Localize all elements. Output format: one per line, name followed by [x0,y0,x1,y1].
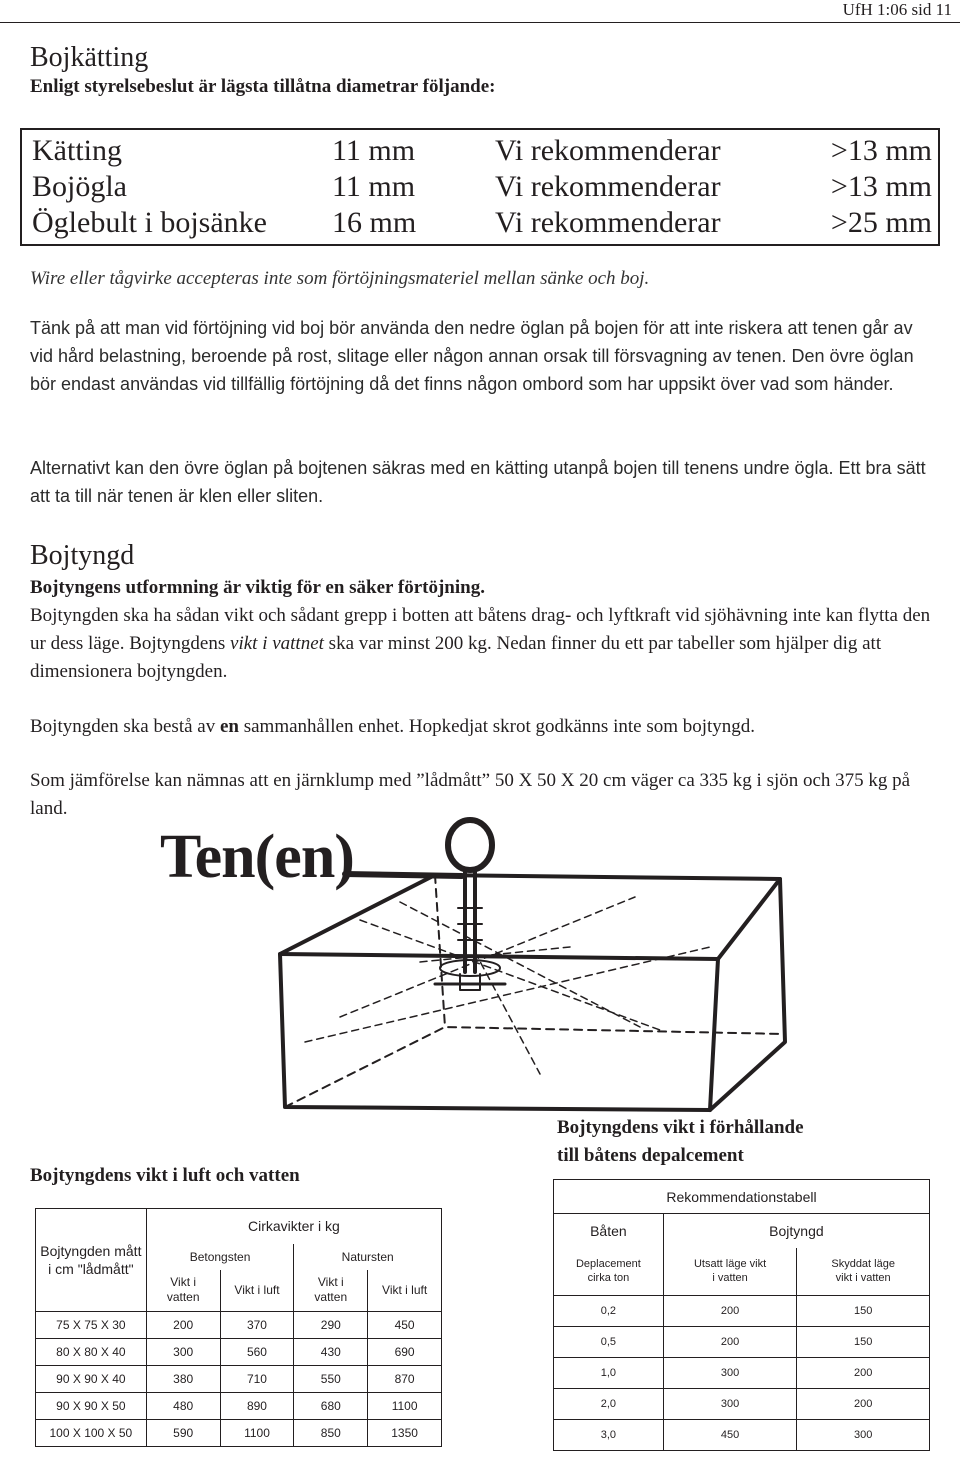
table-cell: 150 [797,1327,930,1358]
table-cell: 200 [797,1358,930,1389]
spec-label: Vi rekommenderar [495,134,721,167]
table2-title [557,1114,804,1170]
illustration-label-ten: Ten(en) [160,823,354,891]
table-cell: 430 [294,1339,368,1366]
spec-item: Bojögla [32,170,127,203]
section-title-bojtyngd: Bojtyngd [30,540,135,571]
table-cell: 300 [146,1339,220,1366]
spec-min: 11 mm [332,134,416,167]
table1-group-header: Cirkavikter i kg [146,1209,441,1244]
table-cell: 80 X 80 X 40 [36,1339,147,1366]
paragraph-weight-a: Bojtyngden ska ha sådan vikt och sådant grepp i botten att båtens drag- och lyftkraft vid sjöhävning inte kan flytta den ur dess läge. Bojtyngdens [30,605,931,654]
spec-row [32,134,932,170]
table2-col-header: Skyddat läge vikt i vatten [797,1248,930,1296]
table-cell: 150 [797,1296,930,1327]
table1-col0-header: Bojtyngden mått i cm "lådmått" [36,1209,147,1312]
table2-col-header: Utsatt läge vikt i vatten [663,1248,797,1296]
paragraph-weight-b: ska var minst 200 kg. Nedan finner du ett par tabeller som hjälper dig att dimensionera bojtyngden. [30,633,882,682]
table-cell: 690 [368,1339,442,1366]
header-rule [0,22,960,23]
spec-rec: >13 mm [830,170,932,203]
table-cell: 870 [368,1366,442,1393]
table-cell: 480 [146,1393,220,1420]
table-cell: 450 [368,1312,442,1339]
spec-rec: >13 mm [830,134,932,167]
table-cell: 300 [663,1389,797,1420]
table-cell: 450 [663,1420,797,1451]
table-cell: 200 [663,1296,797,1327]
spec-label: Vi rekommenderar [495,206,721,239]
table-row [554,1389,930,1420]
table-cell: 300 [663,1358,797,1389]
table1-natursten-header: Natursten [294,1244,442,1270]
section-title-bojkatting: Bojkätting [30,42,149,73]
paragraph-upper-eye: Alternativt kan den övre öglan på bojtenen säkras med en kätting utanpå bojen till tenens undre ögla. Ett bra sätt att ta till när tenen är klen eller sliten. [30,458,926,506]
spec-item: Öglebult i bojsänke [32,206,267,239]
table-cell: 680 [294,1393,368,1420]
paragraph-unit-a: Bojtyngden ska bestå av [30,716,220,737]
table2-col-header: Deplacement cirka ton [554,1248,664,1296]
section-subtitle-bojtyngd: Bojtyngens utformning är viktig för en säker förtöjning. [30,577,485,598]
table-row [554,1327,930,1358]
table-cell: 380 [146,1366,220,1393]
table-row [36,1312,442,1339]
paragraph-comparison: Som jämförelse kan nämnas att en järnklump med ”lådmått” 50 X 50 X 20 cm väger ca 335 kg i sjön och 375 kg på land. [30,770,911,819]
table-cell: 550 [294,1366,368,1393]
table-row [36,1393,442,1420]
table1-col-header: Vikt i vatten [146,1270,220,1312]
table1-betongsten-header: Betongsten [146,1244,294,1270]
table-cell: 0,2 [554,1296,664,1327]
table1-col-header: Vikt i luft [368,1270,442,1312]
table1-col-header: Vikt i luft [220,1270,294,1312]
table-cell: 2,0 [554,1389,664,1420]
table-row [36,1339,442,1366]
table-cell: 1100 [368,1393,442,1420]
table-cell: 850 [294,1420,368,1447]
weight-table-air-water [35,1208,442,1447]
table-cell: 75 X 75 X 30 [36,1312,147,1339]
table-cell: 3,0 [554,1420,664,1451]
table2-caption: Rekommendationstabell [554,1180,930,1214]
paragraph-weight-emphasis: vikt i vattnet [230,633,324,654]
table-cell: 590 [146,1420,220,1447]
table2-title-line1: Bojtyngdens vikt i förhållande [557,1117,804,1138]
section-subtitle-bojkatting: Enligt styrelsebeslut är lägsta tillåtna diametrar följande: [30,76,496,97]
table-row [554,1296,930,1327]
anchor-block-illustration [240,812,800,1122]
table-cell: 90 X 90 X 40 [36,1366,147,1393]
material-note: Wire eller tågvirke accepteras inte som förtöjningsmateriel mellan sänke och boj. [30,268,650,289]
spec-label: Vi rekommenderar [495,170,721,203]
table-row [554,1358,930,1389]
paragraph-unit [30,713,935,741]
table-cell: 1,0 [554,1358,664,1389]
page-reference: UfH 1:06 sid 11 [842,0,952,19]
table-cell: 710 [220,1366,294,1393]
table-cell: 290 [294,1312,368,1339]
table-row [36,1366,442,1393]
spec-item: Kätting [32,134,122,167]
table-cell: 90 X 90 X 50 [36,1393,147,1420]
table-cell: 560 [220,1339,294,1366]
table2-title-line2: till båtens depalcement [557,1145,744,1166]
spec-row [32,206,932,242]
paragraph-weight [30,602,935,686]
table-cell: 300 [797,1420,930,1451]
paragraph-unit-b: sammanhållen enhet. Hopkedjat skrot godkänns inte som bojtyngd. [238,716,756,737]
table-cell: 200 [663,1327,797,1358]
paragraph-unit-bold: en [219,716,239,737]
spec-rec: >25 mm [830,206,932,239]
diameter-spec-box [20,128,940,246]
table-row [36,1420,442,1447]
table-cell: 1350 [368,1420,442,1447]
spec-min: 16 mm [332,206,417,239]
table-cell: 370 [220,1312,294,1339]
table2-weight-header: Bojtyngd [663,1214,929,1248]
table1-col-header: Vikt i vatten [294,1270,368,1312]
table-cell: 1100 [220,1420,294,1447]
table-cell: 200 [146,1312,220,1339]
table-cell: 200 [797,1389,930,1420]
spec-row [32,170,932,206]
table-row [554,1420,930,1451]
paragraph-lower-eye: Tänk på att man vid förtöjning vid boj bör använda den nedre öglan på bojen för att inte riskera att tenen går av vid hård belastning, beroende på rost, slitage eller någon annan orsak till försvagning av tenen. Den övre öglan bör endast användas vid tillfällig förtöjning då det finns någon ombord som har uppsikt över vad som händer. [30,318,914,394]
table-cell: 890 [220,1393,294,1420]
table-cell: 0,5 [554,1327,664,1358]
recommendation-table [553,1179,930,1451]
table2-boat-header: Båten [554,1214,664,1248]
spec-min: 11 mm [332,170,416,203]
table-cell: 100 X 100 X 50 [36,1420,147,1447]
table1-title: Bojtyngdens vikt i luft och vatten [30,1165,300,1186]
